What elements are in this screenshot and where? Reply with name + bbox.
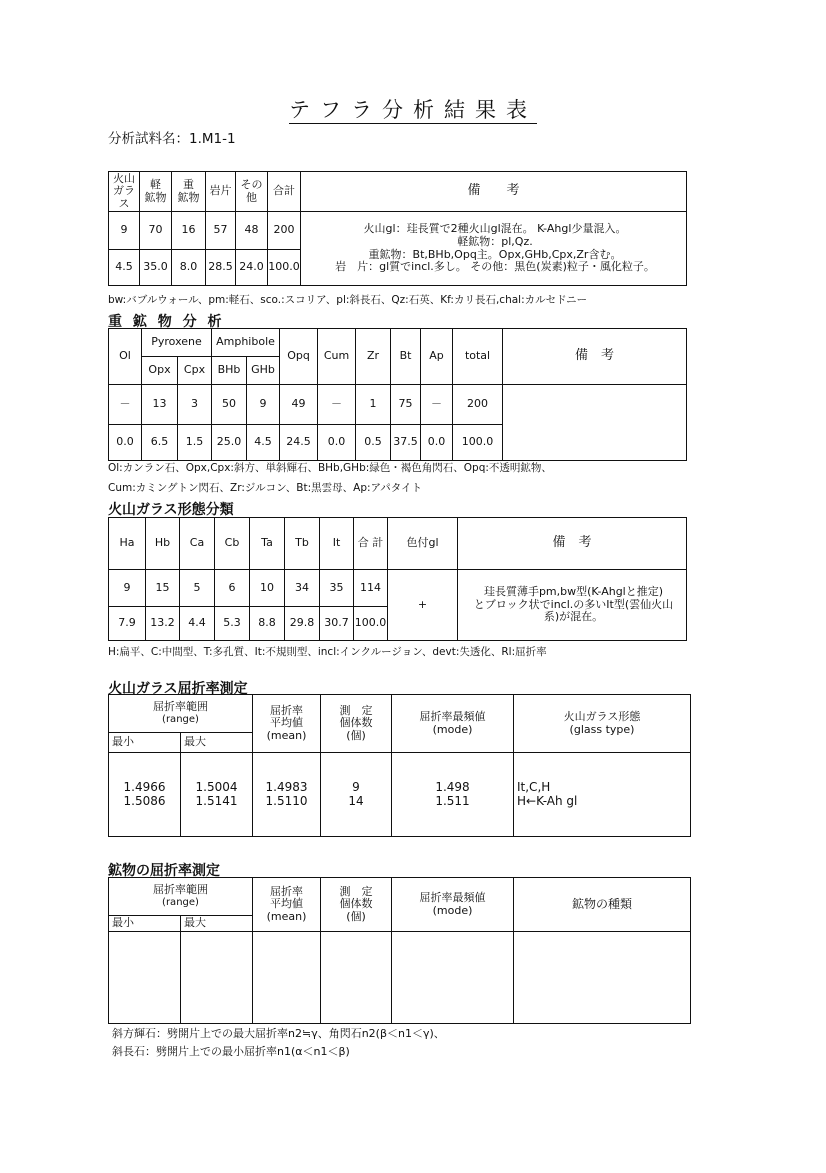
range-label-en: (range) (162, 714, 199, 726)
remark-line: 軽鉱物：pl,Qz. (457, 234, 533, 248)
footnote: 斜方輝石：劈開片上での最大屈折率n2≒γ、角閃石n2(β＜n1＜γ)、 (112, 1027, 445, 1040)
table-cell: 57 (206, 212, 236, 250)
table-cell: 50 (212, 385, 247, 425)
table-cell: 75 (391, 385, 421, 425)
table-cell: 7.9 (109, 607, 146, 641)
table-cell: 14 (348, 793, 364, 808)
table-cell: 3 (178, 385, 212, 425)
page-title: テフラ分析結果表 (289, 98, 537, 122)
range-header (109, 878, 253, 916)
count-header: 測 定 個体数 (個) (321, 695, 392, 753)
footnote: Ol:カンラン石、Opx,Cpx:斜方、単斜輝石、BHb,GHb:緑色・褐色角閃石、Opq:不透明鉱物、 (108, 462, 552, 474)
max-header: 最大 (181, 733, 253, 753)
col-header: 色付gl (388, 518, 458, 570)
count-values (321, 753, 392, 837)
mineral-kind-header: 鉱物の種類 (514, 878, 691, 932)
remarks-header: 備 考 (301, 172, 687, 212)
table-cell: 200 (268, 212, 301, 250)
col-header: Opx (142, 357, 178, 385)
mean-header: 屈折率 平均値 (mean) (253, 878, 321, 932)
mode-header: 屈折率最頻値 (mode) (392, 695, 514, 753)
table-cell: 48 (236, 212, 268, 250)
sample-name: 分析試料名：1.M1-1 (108, 131, 236, 147)
table-cell: － (421, 385, 453, 425)
remark-line: 重鉱物：Bt,BHb,Opq主。Opx,GHb,Cpx,Zr含む。 (368, 247, 622, 261)
table-cell: 5 (180, 570, 215, 607)
table-cell: 15 (146, 570, 180, 607)
table-cell: 4.5 (247, 425, 280, 461)
remarks-cell (301, 212, 687, 286)
remark-line: 火山gl：珪長質で2種火山gl混在。 K-Ahgl少量混入。 (363, 222, 627, 236)
table-cell: 1.5086 (123, 793, 166, 808)
table-cell (253, 932, 321, 1024)
col-header: 火山 ガラス (109, 172, 140, 212)
col-header: Cb (215, 518, 250, 570)
table-cell: 1.5141 (195, 793, 238, 808)
table-cell: 100.0 (453, 425, 503, 461)
col-header: Pyroxene (142, 329, 212, 357)
col-header: It (320, 518, 354, 570)
table-cell: 9 (109, 570, 146, 607)
table-cell: 100.0 (354, 607, 388, 641)
remarks-header: 備 考 (503, 329, 687, 385)
table-cell: 1.5110 (265, 793, 308, 808)
table-cell: 1.4966 (123, 779, 166, 794)
table-cell: 100.0 (268, 250, 301, 286)
table-cell: 8.8 (250, 607, 285, 641)
table-cell: 0.0 (109, 425, 142, 461)
table-cell: － (109, 385, 142, 425)
table-cell: 200 (453, 385, 503, 425)
section-title: 重 鉱 物 分 析 (108, 314, 225, 330)
col-header: GHb (247, 357, 280, 385)
range-label: 屈折率範囲 (153, 883, 208, 897)
glass-ri-table (108, 694, 691, 837)
footnote: Cum:カミングトン閃石、Zr:ジルコン、Bt:黒雲母、Ap:アパタイト (108, 482, 422, 494)
table-cell: 10 (250, 570, 285, 607)
table-cell: 35.0 (140, 250, 172, 286)
composition-table (108, 171, 687, 286)
mean-values (253, 753, 321, 837)
col-header: Opq (280, 329, 318, 385)
max-values (181, 753, 253, 837)
range-header (109, 695, 253, 733)
table-cell: 1.511 (435, 793, 470, 808)
count-header: 測 定 個体数 (個) (321, 878, 392, 932)
table-cell: 1 (356, 385, 391, 425)
table-cell (392, 932, 514, 1024)
col-header: 合 計 (354, 518, 388, 570)
table-cell: 1.498 (435, 779, 470, 794)
table-cell: 24.0 (236, 250, 268, 286)
remarks-header: 備 考 (458, 518, 687, 570)
table-cell: 5.3 (215, 607, 250, 641)
table-cell: 13 (142, 385, 178, 425)
col-header: Ap (421, 329, 453, 385)
col-header: Tb (285, 518, 320, 570)
table-cell: 24.5 (280, 425, 318, 461)
section-title: 鉱物の屈折率測定 (108, 863, 220, 879)
min-values (109, 753, 181, 837)
table-cell: － (318, 385, 356, 425)
table-cell: It,C,H (517, 779, 551, 794)
col-header: Ha (109, 518, 146, 570)
remark-line: 岩 片：gl質でincl.多し。 その他：黒色(炭素)粒子・風化粒子。 (335, 260, 655, 274)
footnote: bw:バブルウォール、pm:軽石、sco.:スコリア、pl:斜長石、Qz:石英、Kf:カリ長石,chal:カルセドニー (108, 294, 588, 306)
col-header: Ol (109, 329, 142, 385)
table-cell: 49 (280, 385, 318, 425)
table-cell: 35 (320, 570, 354, 607)
col-header: total (453, 329, 503, 385)
colored-gl-cell: + (388, 570, 458, 641)
col-header: Ta (250, 518, 285, 570)
table-cell: 28.5 (206, 250, 236, 286)
table-cell: 1.4983 (265, 779, 308, 794)
col-header: Bt (391, 329, 421, 385)
min-header: 最小 (109, 916, 181, 932)
table-cell: 13.2 (146, 607, 180, 641)
table-cell: 9 (352, 779, 360, 794)
table-cell: H←K-Ah gl (517, 793, 578, 808)
col-header: 軽 鉱物 (140, 172, 172, 212)
table-cell: 0.0 (421, 425, 453, 461)
remark-line: とブロック状でincl.の多いIt型(雲仙火山 (473, 597, 674, 611)
col-header: 岩片 (206, 172, 236, 212)
table-cell (181, 932, 253, 1024)
table-cell: 70 (140, 212, 172, 250)
range-label-en: (range) (162, 897, 199, 909)
table-cell (109, 932, 181, 1024)
mean-header: 屈折率 平均値 (mean) (253, 695, 321, 753)
col-header: Zr (356, 329, 391, 385)
mode-header: 屈折率最頻値 (mode) (392, 878, 514, 932)
heavy-mineral-table (108, 328, 687, 461)
glass-type-header: 火山ガラス形態 (glass type) (514, 695, 691, 753)
col-header: Hb (146, 518, 180, 570)
range-label: 屈折率範囲 (153, 700, 208, 714)
section-title: 火山ガラス形態分類 (108, 502, 234, 518)
col-header: Cpx (178, 357, 212, 385)
table-cell: 6 (215, 570, 250, 607)
table-cell: 4.5 (109, 250, 140, 286)
table-cell: 9 (247, 385, 280, 425)
table-cell: 34 (285, 570, 320, 607)
col-header: Amphibole (212, 329, 280, 357)
table-cell: 0.5 (356, 425, 391, 461)
col-header: Ca (180, 518, 215, 570)
table-cell: 1.5 (178, 425, 212, 461)
col-header: Cum (318, 329, 356, 385)
table-cell: 37.5 (391, 425, 421, 461)
mode-values (392, 753, 514, 837)
table-cell (514, 932, 691, 1024)
table-cell: 25.0 (212, 425, 247, 461)
table-cell: 1.5004 (195, 779, 238, 794)
col-header: BHb (212, 357, 247, 385)
max-header: 最大 (181, 916, 253, 932)
table-cell: 6.5 (142, 425, 178, 461)
min-header: 最小 (109, 733, 181, 753)
remarks-cell (458, 570, 687, 641)
table-cell: 29.8 (285, 607, 320, 641)
footnote: 斜長石：劈開片上での最小屈折率n1(α＜n1＜β) (112, 1045, 350, 1058)
col-header: 合計 (268, 172, 301, 212)
remark-line: 系)が混在。 (543, 610, 604, 624)
table-cell (321, 932, 392, 1024)
glass-morphology-table (108, 517, 687, 641)
table-cell: 9 (109, 212, 140, 250)
mineral-ri-table (108, 877, 691, 1024)
remark-line: 珪長質薄手pm,bw型(K-Ahglと推定) (483, 585, 664, 599)
footnote: H:扁平、C:中間型、T:多孔質、It:不規則型、incl:インクルージョン、devt:失透化、Rl:屈折率 (108, 646, 547, 658)
glass-type-values (514, 753, 691, 837)
col-header: 重 鉱物 (172, 172, 206, 212)
col-header: その 他 (236, 172, 268, 212)
table-cell: 0.0 (318, 425, 356, 461)
remarks-cell (503, 385, 687, 461)
table-cell: 114 (354, 570, 388, 607)
table-cell: 16 (172, 212, 206, 250)
table-cell: 8.0 (172, 250, 206, 286)
table-cell: 4.4 (180, 607, 215, 641)
section-title: 火山ガラス屈折率測定 (108, 681, 248, 697)
table-cell: 30.7 (320, 607, 354, 641)
